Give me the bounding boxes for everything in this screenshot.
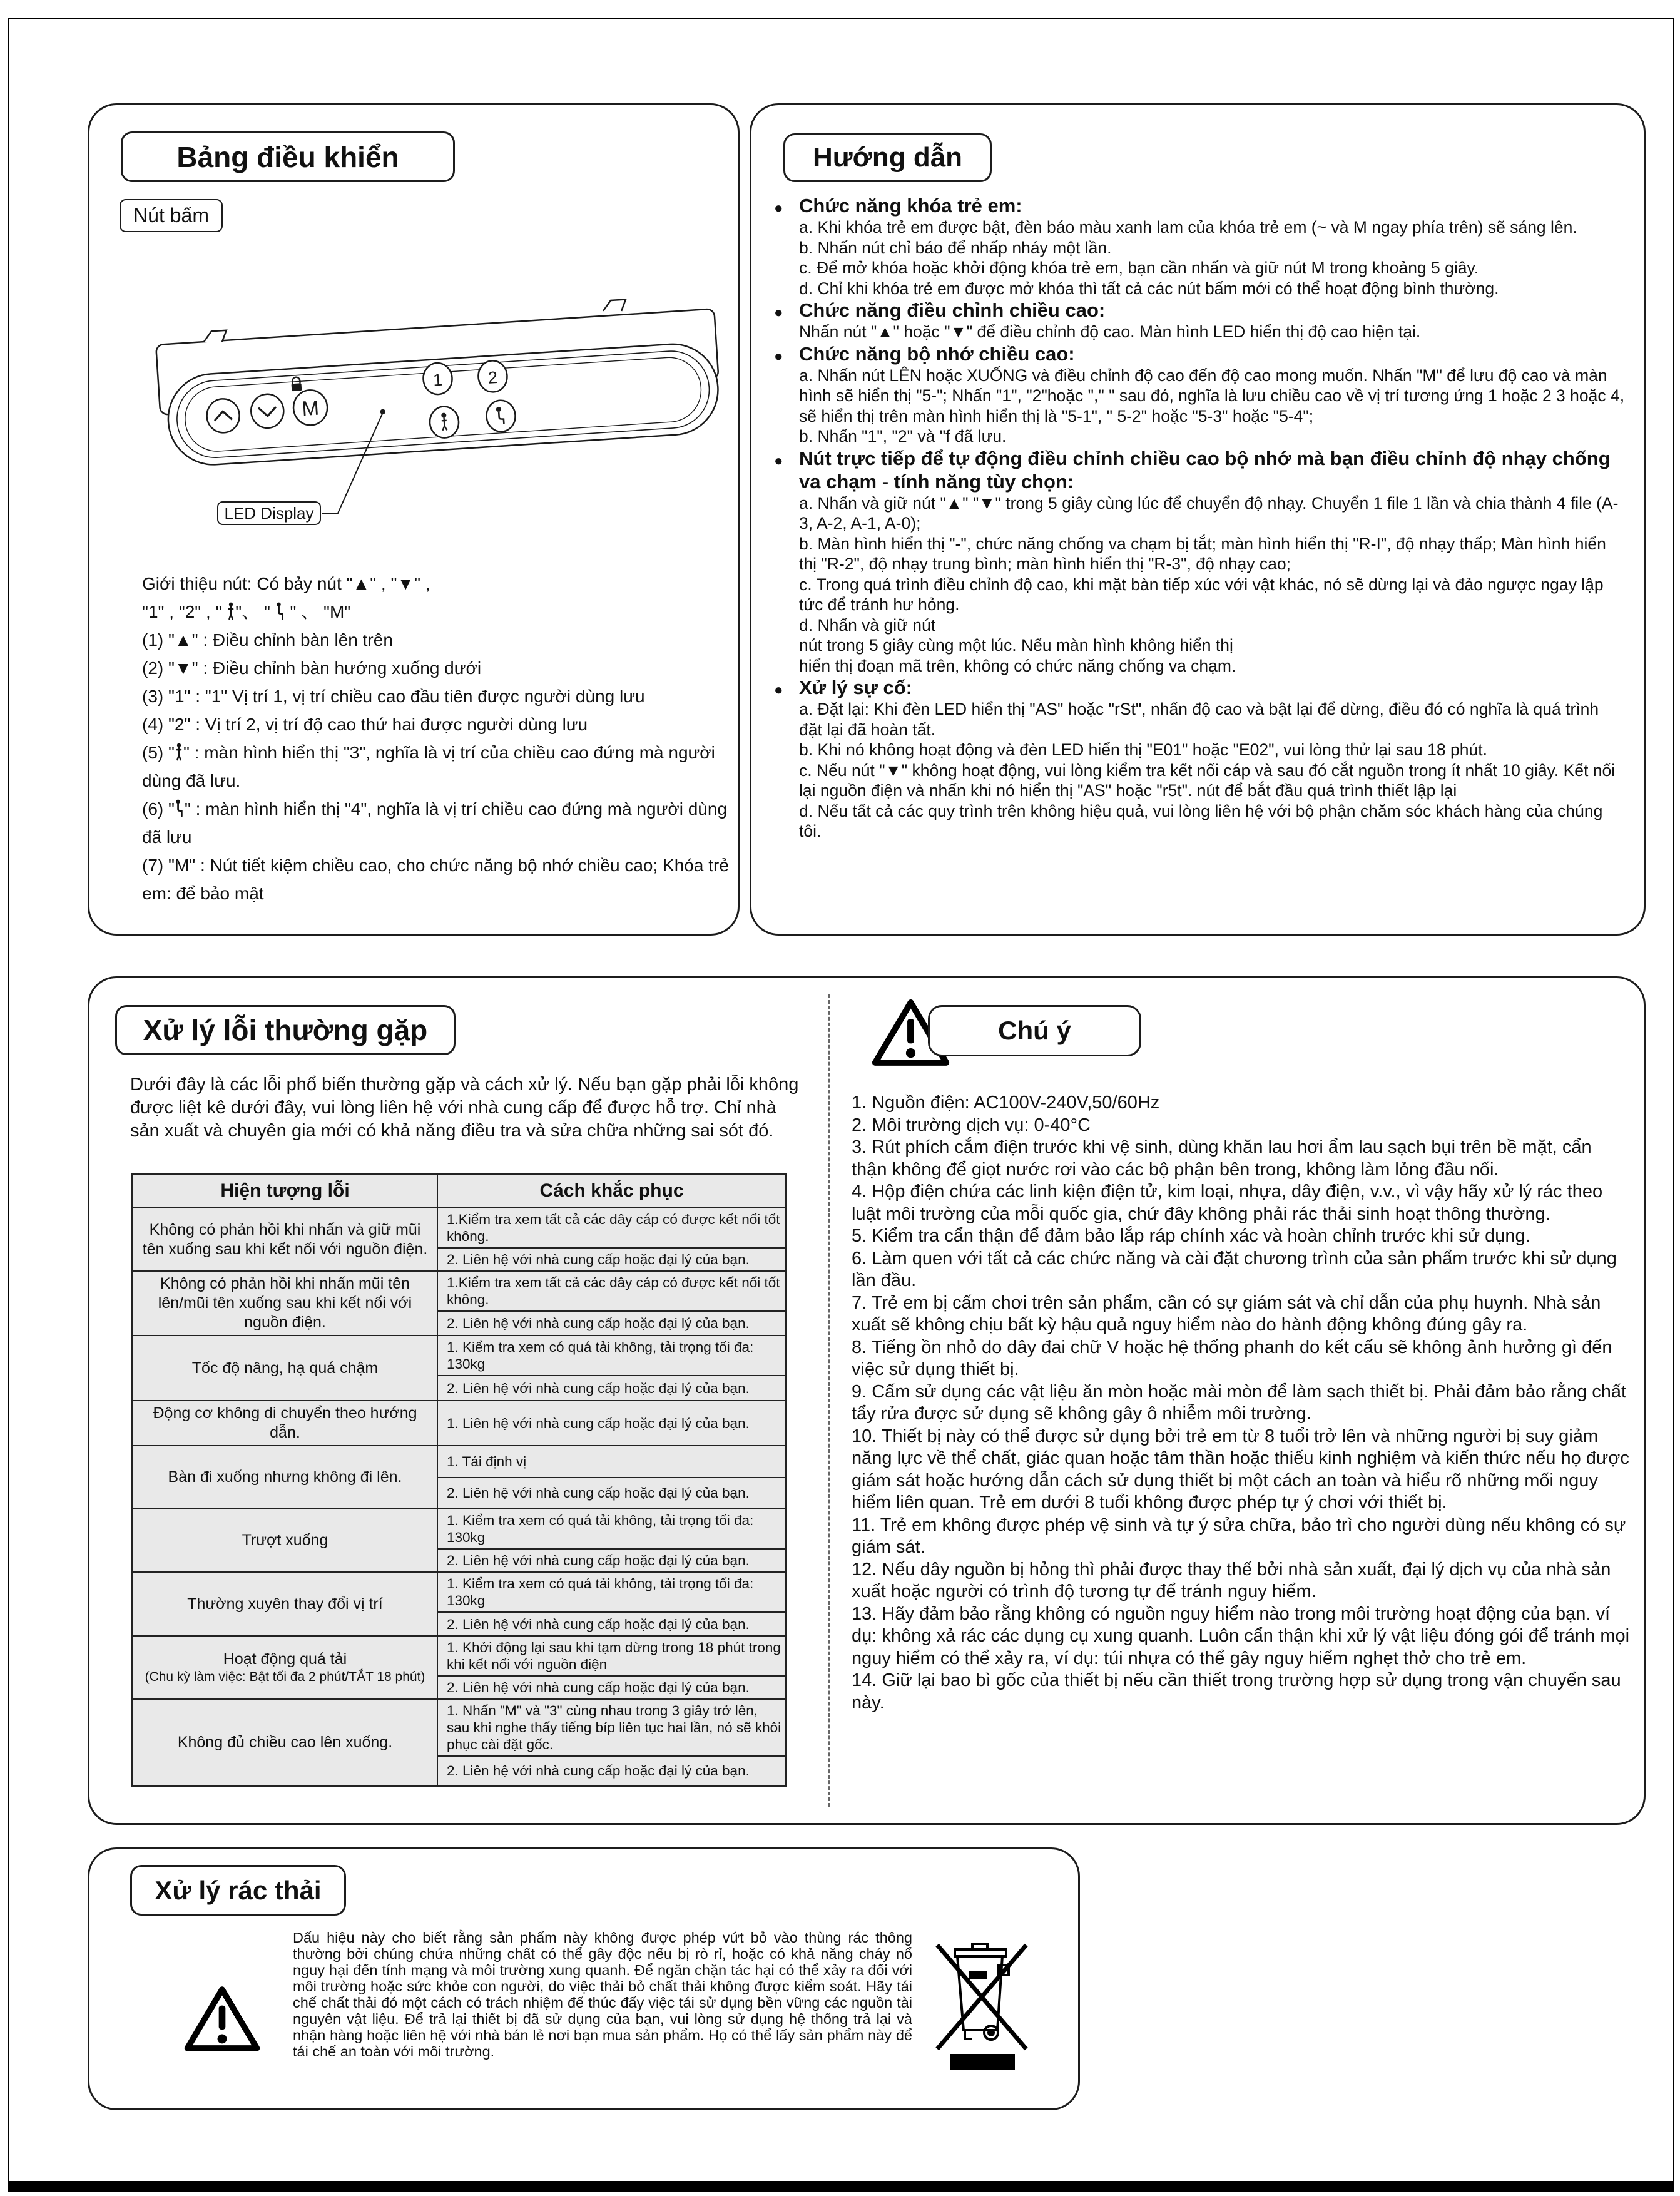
led-display-label: LED Display [224,503,314,523]
guide-section [774,676,1625,842]
troubleshooting-title: Xử lý lỗi thường gặp [143,1014,428,1046]
guide-title-box [783,133,992,182]
solution-item: 1. Khởi động lại sau khi tạm dừng trong 18 phút trong khi kết nối với nguồn điện [447,1640,781,1672]
guide-item: b. Nhấn "1", "2" và "f đã lưu. [799,427,1007,446]
table-row [133,1336,785,1401]
attention-title: Chú ý [998,1016,1071,1045]
guide-section-heading: ● Chức năng khóa trẻ em: [774,194,1625,217]
guide-item: b. Khi nó không hoạt động và đèn LED hiển thị "E01" hoặc "E02", vui lòng thử lại sau 18 phút. [799,740,1487,759]
problem-cell [133,1509,438,1571]
problem-cell [133,1401,438,1445]
attention-item: 10. Thiết bị này có thể được sử dụng bởi trẻ em từ 8 tuổi trở lên và những người bị suy giảm năng lực về thể chất, giác quan hoặc tâm thần hoặc thiếu kinh nghiệm và kiến thức nếu họ được giám sát hoặc hướng dẫn cách sử dụng thiết bị một cách an toàn và hiểu rõ những mối nguy hiểm liên quan. Trẻ em dưới 8 tuổi không được phép tự ý chơi với thiết bị. [852,1426,1629,1513]
solution-item: 1. Kiểm tra xem có quá tải không, tải trọng tối đa: 130kg [447,1513,754,1545]
memory-button-label: M [301,396,320,421]
solutions-cell [438,1446,785,1508]
solution-item: 1. Nhấn "M" và "3" cùng nhau trong 3 giây trở lên, sau khi nghe thấy tiếng bíp liên tục hai lần, nó sẽ khôi phục cài đặt gốc. [447,1703,781,1752]
problem-cell [133,1208,438,1270]
button-intro-line: "1" , "2" , " "、 " " 、 "M" [142,602,351,621]
table-row [133,1573,785,1637]
solution-item: 2. Liên hệ với nhà cung cấp hoặc đại lý của bạn. [438,1477,785,1509]
guide-item: b. Nhấn nút chỉ báo để nhấp nháy một lần. [799,238,1112,257]
problem-text: Bàn đi xuống nhưng không đi lên. [168,1468,402,1486]
table-row [133,1637,785,1700]
guide-item: a. Nhấn và giữ nút "▲" "▼" trong 5 giây cùng lúc để chuyển độ nhạy. Chuyển 1 file 1 lần và chia thành 4 file (A-3, A-2, A-1, A-0); [799,493,1619,533]
guide-item: a. Khi khóa trẻ em được bật, đèn báo màu xanh lam của khóa trẻ em (~ và M ngay phía trên) sẽ sáng lên. [799,218,1577,237]
solutions-cell [438,1336,785,1400]
guide-section-heading: ● Chức năng bộ nhớ chiều cao: [774,342,1625,365]
guide-item: d. Nếu tất cả các quy trình trên không hiệu quả, vui lòng liên hệ với bộ phận chăm sóc khách hàng của chúng tôi. [799,801,1603,840]
attention-item: 1. Nguồn điện: AC100V-240V,50/60Hz [852,1093,1160,1113]
person-sitting-icon-wrap [175,799,185,819]
person-sitting-icon [275,602,285,620]
solution-item: 2. Liên hệ với nhà cung cấp hoặc đại lý của bạn. [438,1247,785,1270]
troubleshooting-panel [88,976,1646,1825]
attention-item: 14. Giữ lại bao bì gốc của thiết bị nếu cần thiết trong trường hợp sử dụng trong vận chuyển sau này. [852,1670,1621,1713]
button-intro-line: (1) "▲" : Điều chỉnh bàn lên trên [142,630,393,650]
table-header-solution: Cách khắc phục [539,1180,684,1201]
weee-bar [950,2054,1015,2070]
guide-section [774,447,1625,677]
table-row [133,1401,785,1446]
guide-section-heading: ● Nút trực tiếp để tự động điều chỉnh chiều cao bộ nhớ mà bạn điều chỉnh độ nhạy chống va chạm - tính năng tùy chọn: [774,447,1611,493]
control-panel-title: Bảng điều khiển [176,140,399,173]
problem-text: Không có phản hồi khi nhấn mũi tên lên/mũi tên xuống sau khi kết nối với nguồn điện. [158,1275,412,1331]
attention-list [852,1092,1631,1714]
table-row [133,1272,785,1336]
guide-item: c. Nếu nút "▼" không hoạt động, vui lòng kiểm tra kết nối cáp và sau đó cắt nguồn trong ít nhất 10 giây. Kết nối lại nguồn điện và nhấn khi nó hiển thị "AS" hoặc "r5t". nút để bắt đầu quá trình thiết lập lại [799,760,1616,800]
table-row [133,1700,785,1785]
attention-item: 3. Rút phích cắm điện trước khi vệ sinh, dùng khăn lau hơi ẩm lau sạch bụi trên bề mặt, cẩn thận không để giọt nước rơi vào các bộ phận bên trong, không làm lỏng đầu nối. [852,1137,1592,1180]
guide-item: c. Để mở khóa hoặc khởi động khóa trẻ em, bạn cần nhấn và giữ nút M trong khoảng 5 giây. [799,258,1479,277]
waste-title: Xử lý rác thải [155,1875,322,1905]
guide-section [774,194,1625,299]
problem-cell [133,1446,438,1508]
problem-text: Tốc độ nâng, hạ quá chậm [191,1359,379,1377]
problem-note: (Chu kỳ làm việc: Bật tối đa 2 phút/TẮT 18 phút) [145,1670,425,1684]
crossed-out-bin-icon [932,1938,1032,2072]
person-sitting-icon-wrap [275,602,285,621]
table-header-row [133,1175,785,1208]
problem-text: Không đủ chiều cao lên xuống. [177,1733,393,1751]
solutions-cell [438,1573,785,1635]
person-standing-icon-wrap [227,602,235,621]
bullet-icon: ● [774,682,783,698]
button-intro-line: (6) " " : màn hình hiển thị "4", nghĩa là vị trí chiều cao đứng mà người dùng đã lưu [142,799,728,847]
solutions-cell [438,1700,785,1785]
solutions-cell [438,1637,785,1698]
problem-cell [133,1272,438,1335]
solution-item: 2. Liên hệ với nhà cung cấp hoặc đại lý của bạn. [438,1548,785,1571]
control-panel-section [88,103,740,936]
guide-section [774,299,1625,342]
guide-item: c. Trong quá trình điều chỉnh độ cao, khi mặt bàn tiếp xúc với vật khác, nó sẽ dừng lại và đảo ngược ngay lập tức để tránh hư hỏng. [799,575,1604,614]
guide-item: a. Đặt lại: Khi đèn LED hiển thị "AS" hoặc "rSt", nhấn độ cao và bật lại để dừng, điều đó có nghĩa là quá trình đặt lại đã hoàn tất. [799,700,1599,739]
button-intro-line: (4) "2" : Vị trí 2, vị trí độ cao thứ hai được người dùng lưu [142,715,588,734]
attention-item: 11. Trẻ em không được phép vệ sinh và tự ý sửa chữa, bảo trì cho người dùng nếu không có sự giám sát. [852,1514,1626,1557]
solutions-cell [438,1401,785,1445]
attention-item: 5. Kiểm tra cẩn thận để đảm bảo lắp ráp chính xác và hoàn chỉnh trước khi sử dụng. [852,1226,1530,1246]
preset-1-label: 1 [432,370,444,390]
solution-item: 2. Liên hệ với nhà cung cấp hoặc đại lý của bạn. [438,1755,785,1785]
bullet-icon: ● [774,304,783,321]
guide-content [774,194,1625,842]
attention-item: 12. Nếu dây nguồn bị hỏng thì phải được thay thế bởi nhà sản xuất, đại lý dịch vụ của nhà sản xuất hoặc người có trình độ tương tự để tránh nguy hiểm. [852,1559,1611,1601]
problem-text: Thường xuyên thay đổi vị trí [187,1595,383,1613]
solution-item: 1.Kiểm tra xem tất cả các dây cáp có được kết nối tốt không. [447,1212,780,1244]
control-panel-title-box [121,131,455,182]
guide-item: hiển thị đoạn mã trên, không có chức năng chống va chạm. [799,656,1236,675]
attention-item: 13. Hãy đảm bảo rằng không có nguồn nguy hiểm nào trong môi trường hoạt động của bạn. ví dụ: không xả rác các dụng cụ xung quanh. Luôn cẩn thận khi xử lý vật liệu đóng gói để tránh mọi nguy hiểm có thể xảy ra, ví dụ: túi nhựa có thể gây nguy hiểm nghẹt thở cho trẻ em. [852,1603,1630,1668]
button-label: Nút bấm [133,204,209,227]
attention-item: 9. Cấm sử dụng các vật liệu ăn mòn hoặc mài mòn để làm sạch thiết bị. Phải đảm bảo rằng chất tẩy rửa được sử dụng sẽ không gây ô nhiễm môi trường. [852,1381,1627,1424]
button-label-box [120,199,223,232]
waste-title-box [130,1865,346,1916]
table-header-problem: Hiện tượng lỗi [133,1175,438,1207]
solution-item: 1. Kiểm tra xem có quá tải không, tải trọng tối đa: 130kg [447,1576,754,1608]
problem-text: Hoạt động quá tải [223,1650,347,1668]
solution-item: 1. Liên hệ với nhà cung cấp hoặc đại lý của bạn. [447,1415,750,1431]
button-intro-line: (2) "▼" : Điều chỉnh bàn hướng xuống dưới [142,658,482,678]
troubleshooting-intro: Dưới đây là các lỗi phổ biến thường gặp và cách xử lý. Nếu bạn gặp phải lỗi không được liệt kê dưới đây, vui lòng liên hệ với nhà cung cấp để được hỗ trợ. Chỉ nhà sản xuất và chuyên gia mới có khả năng điều tra và sửa chữa những sai sót đó. [130,1075,799,1141]
solution-item: 2. Liên hệ với nhà cung cấp hoặc đại lý của bạn. [438,1375,785,1400]
guide-item: d. Nhấn và giữ nút [799,615,936,635]
person-standing-icon [175,743,183,761]
solution-item: 1. Kiểm tra xem có quá tải không, tải trọng tối đa: 130kg [447,1339,754,1372]
problem-text: Trượt xuống [242,1531,328,1549]
troubleshooting-table [131,1173,787,1787]
button-intro-line: (3) "1" : "1" Vị trí 1, vị trí chiều cao đầu tiên được người dùng lưu [142,687,645,706]
table-row [133,1208,785,1272]
problem-cell [133,1573,438,1635]
problem-cell [133,1700,438,1785]
guide-panel [750,103,1646,936]
remote-clip-right [603,299,626,312]
warning-triangle-icon [182,1978,262,2061]
attention-item: 6. Làm quen với tất cả các chức năng và cài đặt chương trình của sản phẩm trước khi sử dụng lần đầu. [852,1248,1617,1290]
troubleshooting-title-box [115,1005,456,1055]
guide-item: nút trong 5 giây cùng một lúc. Nếu màn hình không hiển thị [799,636,1233,655]
person-sitting-icon [175,799,185,817]
person-standing-icon [227,602,235,620]
button-intro-line: Giới thiệu nút: Có bảy nút "▲" , "▼" , [142,574,430,593]
guide-item: b. Màn hình hiển thị "-", chức năng chống va chạm bị tắt; màn hình hiển thị "R-I", độ nhạy thấp; Màn hình hiển thị "R-2", độ nhạy trung bình; màn hình hiển thị "R-3", độ nhạy cao; [799,534,1606,573]
waste-disposal-panel [88,1847,1080,2110]
button-introduction [142,569,736,907]
button-intro-line: (5) " " : màn hình hiển thị "3", nghĩa là vị trí của chiều cao đứng mà người dùng đã lưu. [142,743,715,790]
solution-item: 1.Kiểm tra xem tất cả các dây cáp có được kết nối tốt không. [447,1275,780,1307]
attention-item: 8. Tiếng ồn nhỏ do dây đai chữ V hoặc hệ thống phanh do kết cấu sẽ không ảnh hưởng gì đến việc sử dụng thiết bị. [852,1337,1612,1379]
attention-item: 7. Trẻ em bị cấm chơi trên sản phẩm, cần có sự giám sát và chỉ dẫn của phụ huynh. Nhà sản xuất sẽ không chịu bất kỳ hậu quả nguy hiểm nào do hành động không đúng gây ra. [852,1292,1601,1335]
solution-item: 2. Liên hệ với nhà cung cấp hoặc đại lý của bạn. [438,1675,785,1698]
guide-section [774,342,1625,447]
problem-cell [133,1637,438,1698]
attention-item: 4. Hộp điện chứa các linh kiện điện tử, kim loại, nhựa, dây điện, v.v., vì vậy hãy xử lý rác theo luật môi trường của mỗi quốc gia, chứ đây không phải rác thải sinh hoạt thông thường. [852,1182,1603,1224]
attention-item: 2. Môi trường dịch vụ: 0-40°C [852,1115,1091,1135]
solutions-cell [438,1208,785,1270]
solution-item: 1. Tái định vị [447,1453,527,1469]
guide-section-heading: ● Chức năng điều chỉnh chiều cao: [774,299,1625,322]
guide-title: Hướng dẫn [812,142,963,173]
solution-item: 2. Liên hệ với nhà cung cấp hoặc đại lý của bạn. [438,1310,785,1335]
problem-cell [133,1336,438,1400]
table-row [133,1446,785,1509]
guide-item: a. Nhấn nút LÊN hoặc XUỐNG và điều chỉnh độ cao đến độ cao mong muốn. Nhấn "M" để lưu độ cao và màn hình sẽ hiển thị "5-"; Nhấn "1", "2"hoặc "," " sau đó, nghĩa là lưu chiều cao về vị trí tương ứng 1 hoặc 2 3 hoặc 4, sẽ hiển thị trên màn hình hiển thị là "5-1", " 5-2" hoặc "5-3" hoặc "5-4"; [799,365,1625,426]
waste-paragraph: Dấu hiệu này cho biết rằng sản phẩm này không được phép vứt bỏ vào thùng rác thông thường bởi chúng chứa những chất có thể gây độc nếu bị rò rỉ, hoặc có khả năng cháy nổ nguy hại đến tính mạng và môi trường xung quanh. Để ngăn chặn tác hại có thể xảy ra đối với môi trường hoặc sức khỏe con người, do việc thải bỏ chất thải không được kiểm soát. Hãy tái chế chất thải đó một cách có trách nhiệm để thúc đẩy việc tái sử dụng bền vững các nguồn tài nguyên vật liệu. Để trả lại thiết bị đã sử dụng của bạn, vui lòng sử dụng hệ thống trả lại và nhận hàng hoặc liên hệ với nhà bán lẻ nơi bạn mua sản phẩm. Họ có thể lấy sản phẩm này để tái chế an toàn với môi trường. [293,1929,912,2060]
column-divider [828,994,830,1807]
attention-title-box [928,1005,1141,1056]
table-body [133,1208,785,1785]
bullet-icon: ● [774,347,783,365]
bullet-icon: ● [774,452,783,469]
guide-section-heading: ● Xử lý sự cố: [774,676,1625,699]
bullet-icon: ● [774,200,783,217]
solution-item: 2. Liên hệ với nhà cung cấp hoặc đại lý của bạn. [438,1611,785,1635]
guide-item: d. Chỉ khi khóa trẻ em được mở khóa thì tất cả các nút bấm mới có thể hoạt động bình thường. [799,278,1499,298]
table-row [133,1509,785,1573]
solutions-cell [438,1509,785,1571]
led-display-label-box [217,501,321,525]
problem-text: Không có phản hồi khi nhấn và giữ mũi tên xuống sau khi kết nối với nguồn điện. [142,1220,428,1258]
solutions-cell [438,1272,785,1335]
person-standing-icon-wrap [175,743,183,762]
button-intro-line: (7) "M" : Nút tiết kiệm chiều cao, cho chức năng bộ nhớ chiều cao; Khóa trẻ em: để bảo mật [142,855,729,903]
guide-item: Nhấn nút "▲" hoặc "▼" để điều chỉnh độ cao. Màn hình LED hiển thị độ cao hiện tại. [799,322,1421,341]
preset-2-label: 2 [487,367,499,387]
problem-text: Động cơ không di chuyển theo hướng dẫn. [153,1404,417,1441]
remote-body [155,296,722,468]
